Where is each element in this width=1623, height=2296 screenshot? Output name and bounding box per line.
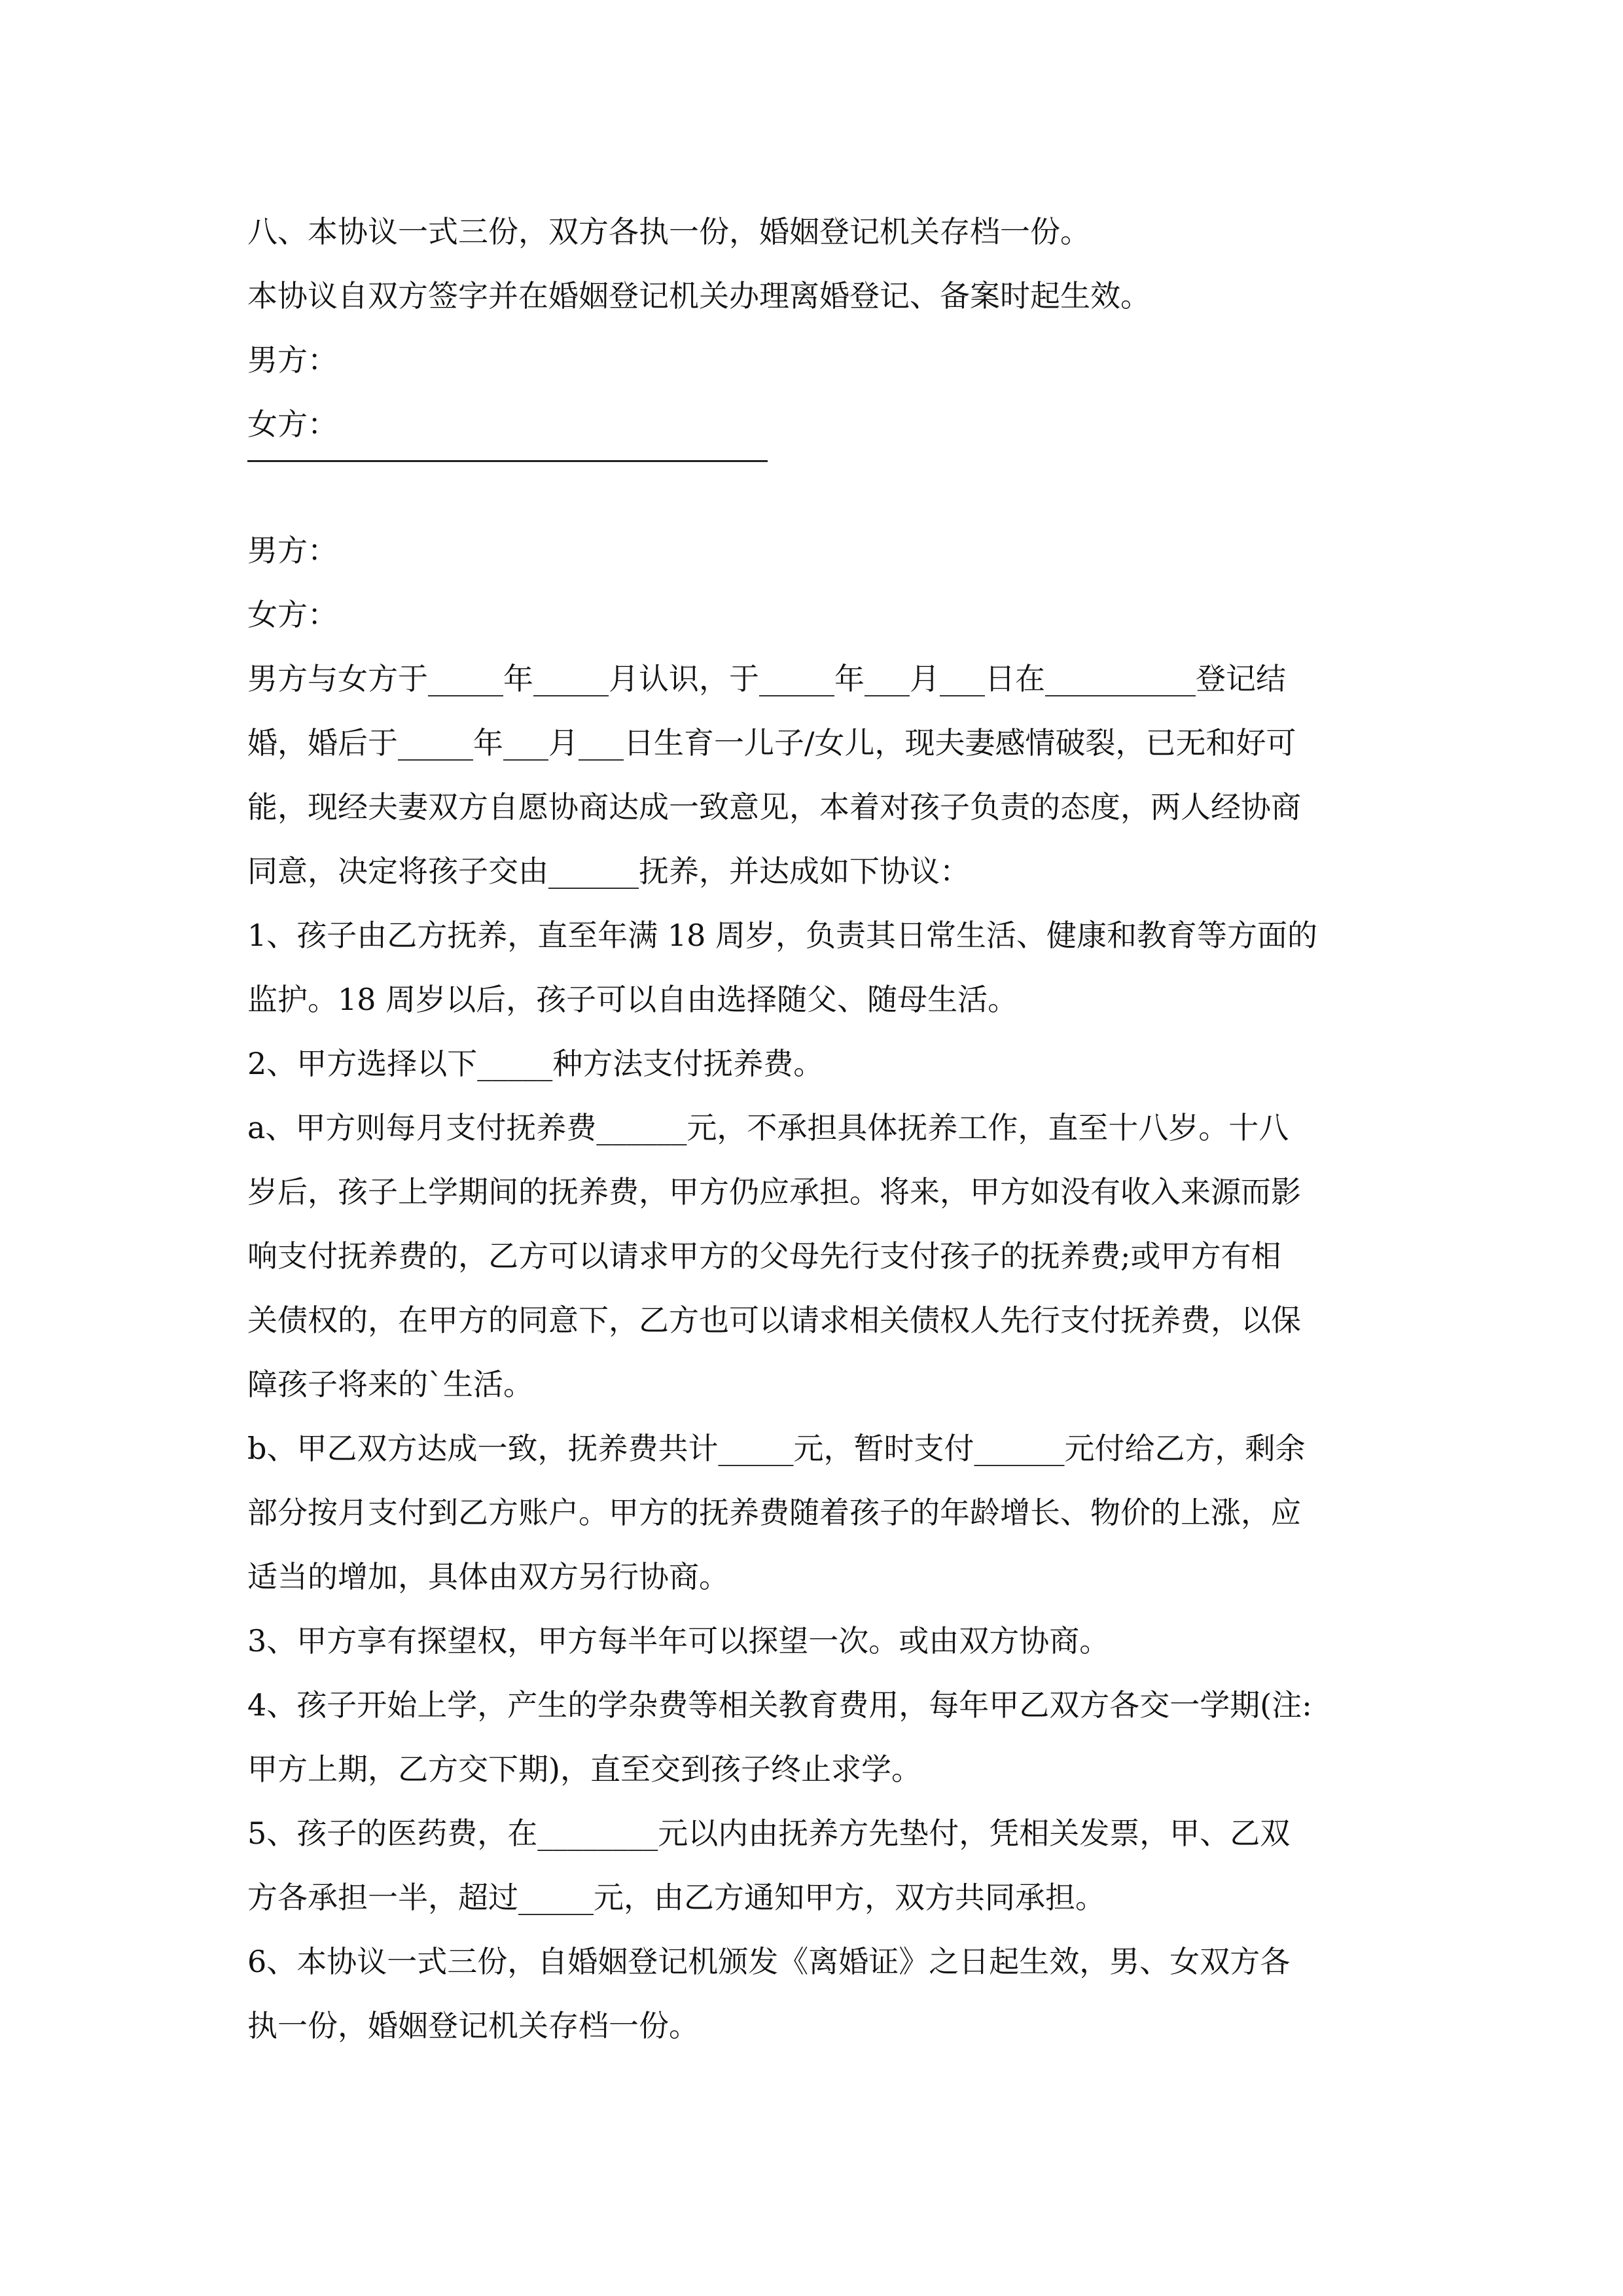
clause-1-line: 监护。18 周岁以后，孩子可以自由选择随父、随母生活。: [247, 982, 1018, 1017]
intro-line: 能，现经夫妻双方自愿协商达成一致意见，本着对孩子负责的态度，两人经协商: [247, 789, 1301, 825]
top-section: [247, 200, 1380, 456]
clause-a-line: 障孩子将来的`生活。: [247, 1367, 533, 1402]
clause-5-line: 方各承担一半，超过_____元，由乙方通知甲方，双方共同承担。: [247, 1880, 1105, 1915]
clause-6-line: 6、本协议一式三份，自婚姻登记机颁发《离婚证》之日起生效，男、女双方各: [247, 1944, 1291, 1979]
clause-b-line: 部分按月支付到乙方账户。甲方的抚养费随着孩子的年龄增长、物价的上涨，应: [247, 1495, 1301, 1530]
clause-a-line: a、甲方则每月支付抚养费______元，不承担具体抚养工作，直至十八岁。十八: [247, 1110, 1289, 1145]
section-divider: [247, 460, 768, 462]
clause-b-line: 适当的增加，具体由双方另行协商。: [247, 1559, 729, 1594]
female-signature-label: 女方：: [247, 406, 338, 442]
clause-3-line: 3、甲方享有探望权，甲方每半年可以探望一次。或由双方协商。: [247, 1623, 1110, 1659]
clause-1-line: 1、孩子由乙方抚养，直至年满 18 周岁，负责其日常生活、健康和教育等方面的: [247, 918, 1318, 953]
male-label-2: 男方：: [247, 533, 338, 568]
clause-a-line: 响支付抚养费的，乙方可以请求甲方的父母先行支付孩子的抚养费;或甲方有相: [247, 1238, 1281, 1274]
intro-line: 同意，决定将孩子交由______抚养，并达成如下协议：: [247, 853, 970, 889]
effective-clause: 本协议自双方签字并在婚姻登记机关办理离婚登记、备案时起生效。: [247, 278, 1150, 314]
clause-a-line: 关债权的，在甲方的同意下，乙方也可以请求相关债权人先行支付抚养费，以保: [247, 1302, 1301, 1338]
clause-b-line: b、甲乙双方达成一致，抚养费共计_____元，暂时支付______元付给乙方，剩余: [247, 1431, 1306, 1466]
intro-line: 婚，婚后于_____年___月___日生育一儿子/女儿，现夫妻感情破裂，已无和好可: [247, 725, 1296, 761]
clause-6-line: 执一份，婚姻登记机关存档一份。: [247, 2008, 699, 2043]
clause-4-line: 甲方上期，乙方交下期)，直至交到孩子终止求学。: [247, 1751, 921, 1787]
clause-8: 八、本协议一式三份，双方各执一份，婚姻登记机关存档一份。: [247, 214, 1090, 249]
clause-4-line: 4、孩子开始上学，产生的学杂费等相关教育费用，每年甲乙双方各交一学期(注:: [247, 1687, 1312, 1723]
male-signature-label: 男方：: [247, 342, 338, 378]
clause-a-line: 岁后，孩子上学期间的抚养费，甲方仍应承担。将来，甲方如没有收入来源而影: [247, 1174, 1301, 1210]
intro-line: 男方与女方于_____年_____月认识，于_____年___月___日在__________登记结: [247, 661, 1286, 696]
clause-2-line: 2、甲方选择以下_____种方法支付抚养费。: [247, 1046, 824, 1081]
second-section: [247, 518, 1380, 2058]
clause-5-line: 5、孩子的医药费，在________元以内由抚养方先垫付，凭相关发票，甲、乙双: [247, 1816, 1291, 1851]
female-label-2: 女方：: [247, 597, 338, 632]
